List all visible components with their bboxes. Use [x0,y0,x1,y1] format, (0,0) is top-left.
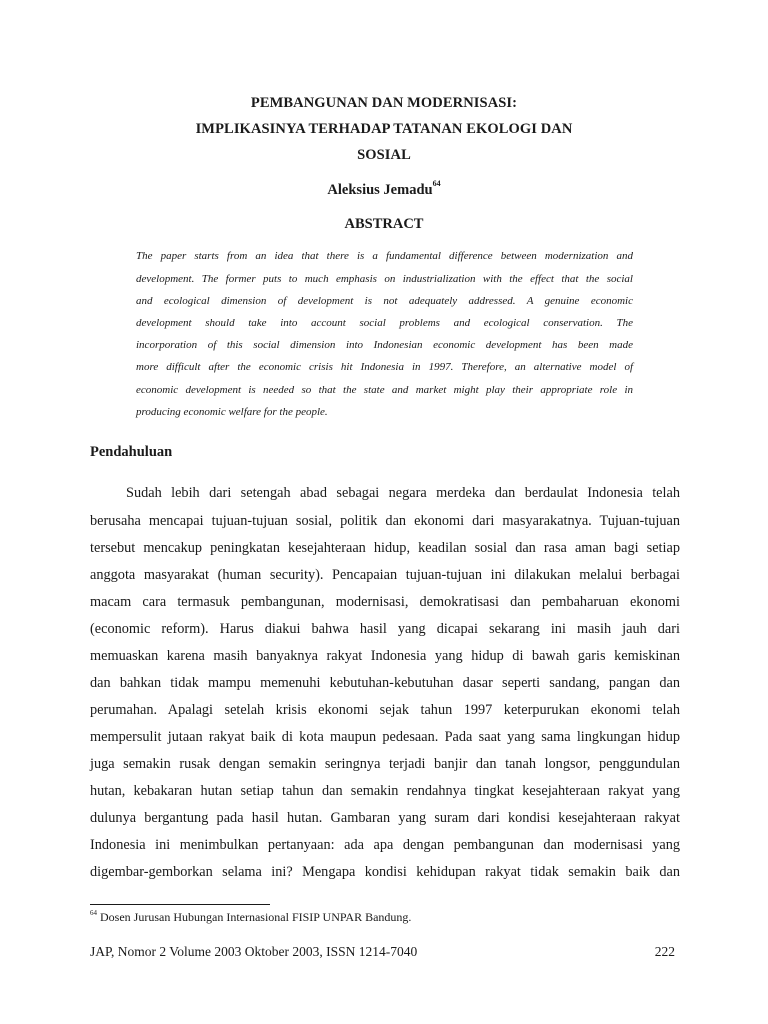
abstract-line: The paper starts from an idea that there is a fundamental difference between modernization and [136,250,633,262]
body-line: berusaha mencapai tujuan-tujuan sosial, politik dan ekonomi dari masyarakatnya. Tujuan-tujuan [90,513,680,529]
body-line: (economic reform). Harus diakui bahwa hasil yang dicapai sekarang ini masih jauh dari [90,621,680,637]
abstract-line: development. The former puts to much emphasis on industrialization with the effect that the social [136,273,633,285]
body-line: tersebut mencakup peningkatan kesejahteraan hidup, keadilan sosial dan rasa aman bagi setiap [90,540,680,556]
abstract-line: development should take into account social problems and ecological conservation. The [136,317,633,329]
abstract-heading: ABSTRACT [344,216,424,232]
author-line [0,181,768,199]
abstract-line: more difficult after the economic crisis hit Indonesia in 1997. Therefore, an alternative model of [136,361,633,373]
body-line: memuaskan karena masih banyaknya rakyat Indonesia yang hidup di bawah garis kemiskinan [90,648,680,664]
body-line: digembar-gemborkan selama ini? Mengapa kondisi kehidupan rakyat tidak semakin baik dan [90,864,680,880]
footnote-text: Dosen Jurusan Hubungan Internasional FISIP UNPAR Bandung. [97,910,412,924]
abstract-line: and ecological dimension of development is not adequately addressed. A genuine economic [136,295,633,307]
footer-citation: JAP, Nomor 2 Volume 2003 Oktober 2003, ISSN 1214-7040 [90,944,418,959]
body-line: perumahan. Apalagi setelah krisis ekonomi sejak tahun 1997 keterpurukan ekonomi telah [90,702,680,718]
title-line-1: PEMBANGUNAN DAN MODERNISASI: [250,95,518,111]
title-line-2: IMPLIKASINYA TERHADAP TATANAN EKOLOGI DAN [195,121,573,137]
body-line: hutan, kebakaran hutan setiap tahun dan semakin rendahnya tingkat kesejahteraan rakyat yang [90,783,680,799]
title-line-3: SOSIAL [357,147,411,163]
footnote-separator [90,904,270,905]
abstract-line: economic development is needed so that the state and market might play their appropriate role in [136,384,633,396]
body-line: macam cara termasuk pembangunan, modernisasi, demokratisasi dan pembaharuan ekonomi [90,594,680,610]
footnote-mark: 64 [90,909,97,917]
body-line: dulunya bergantung pada hasil hutan. Gambaran yang suram dari kondisi kesejahteraan rakyat [90,810,680,826]
author-name: Aleksius Jemadu [327,181,433,198]
body-line: Sudah lebih dari setengah abad sebagai negara merdeka dan berdaulat Indonesia telah [126,485,680,501]
abstract-line: producing economic welfare for the people. [136,406,328,418]
author-footnote-mark[interactable]: 64 [432,179,441,188]
body-line: juga semakin rusak dengan semakin seringnya terjadi banjir dan tanah longsor, penggundulan [90,756,680,772]
body-line: mempersulit jutaan rakyat baik di kota maupun pedesaan. Pada saat yang sama lingkungan hidup [90,729,680,745]
abstract-line: incorporation of this social dimension into Indonesian economic development has been made [136,339,633,351]
section-heading: Pendahuluan [90,444,173,460]
body-line: anggota masyarakat (human security). Pencapaian tujuan-tujuan ini dilakukan melalui berbagai [90,567,680,583]
body-line: Indonesia ini menimbulkan pertanyaan: ada apa dengan pembangunan dan modernisasi yang [90,837,680,853]
body-line: dan bahkan tidak mampu memenuhi kebutuhan-kebutuhan dasar seperti sandang, pangan dan [90,675,680,691]
page-number: 222 [654,944,675,959]
footnote [90,910,411,925]
